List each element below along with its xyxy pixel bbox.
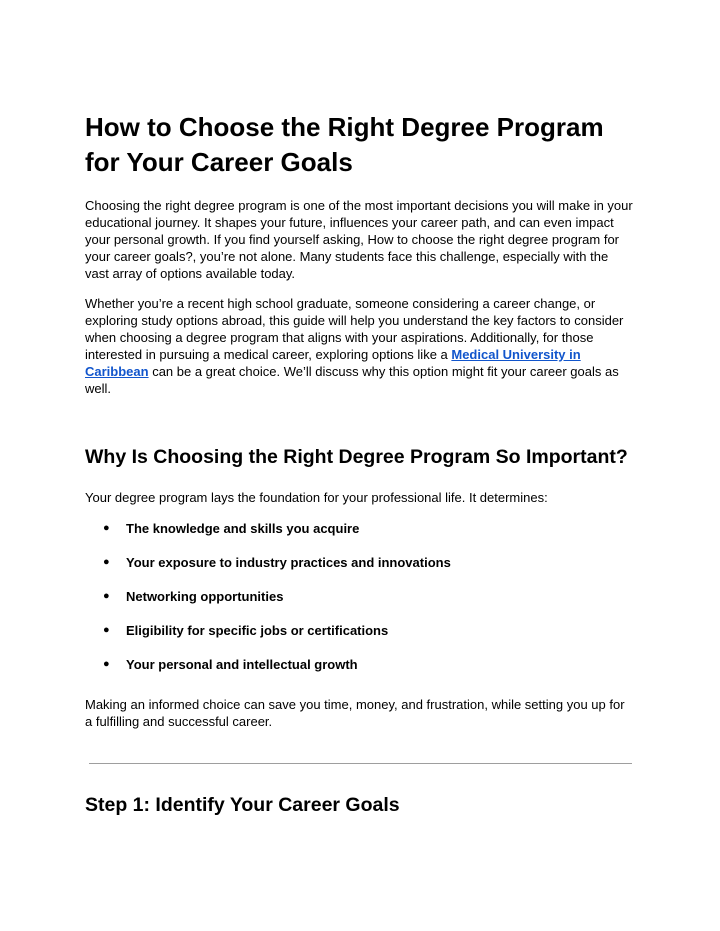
list-item (85, 622, 635, 639)
bullet-icon: ● (103, 590, 110, 602)
page-title: How to Choose the Right Degree Program for Your Career Goals (85, 112, 604, 177)
list-item-text: The knowledge and skills you acquire (126, 521, 360, 536)
section-intro: Your degree program lays the foundation for your professional life. It determines: (85, 490, 548, 505)
list-item (85, 588, 635, 605)
list-item-text: Networking opportunities (126, 589, 284, 604)
medical-university-link[interactable]: Medical University in Caribbean (85, 347, 581, 379)
bullet-icon: ● (103, 658, 110, 670)
intro-paragraph: Choosing the right degree program is one of the most important decisions you will make in your educational journey. It shapes your future, influences your career path, and can even impact your personal growth. If you find yourself asking, How to choose the right degree program for your career goals?, you’re not alone. Many students face this challenge, especially with the vast array of options available today. (85, 198, 633, 281)
list-item (85, 554, 635, 571)
list-item-text: Your personal and intellectual growth (126, 657, 358, 672)
step-heading: Step 1: Identify Your Career Goals (85, 794, 400, 816)
list-item-text: Your exposure to industry practices and innovations (126, 555, 451, 570)
context-text-after-link: can be a great choice. We’ll discuss why this option might fit your career goals as well. (85, 364, 619, 396)
list-item-text: Eligibility for specific jobs or certifications (126, 623, 389, 638)
conclusion-paragraph: Making an informed choice can save you time, money, and frustration, while setting you up for a fulfilling and successful career. (85, 697, 625, 729)
bullet-icon: ● (103, 522, 110, 534)
section-heading: Why Is Choosing the Right Degree Program So Important? (85, 446, 628, 468)
bullet-icon: ● (103, 624, 110, 636)
factors-list (85, 520, 635, 673)
horizontal-divider (89, 763, 632, 764)
context-paragraph (85, 295, 635, 397)
list-item (85, 656, 635, 673)
context-text-before-link: Whether you’re a recent high school graduate, someone considering a career change, or exploring study options abroad, this guide will help you understand the key factors to consider when choosing a degree program that aligns with your aspirations. Additionally, for those interested in pursuing a medical career, exploring options like a (85, 296, 624, 362)
document-page (85, 110, 635, 819)
bullet-icon: ● (103, 556, 110, 568)
list-item (85, 520, 635, 537)
